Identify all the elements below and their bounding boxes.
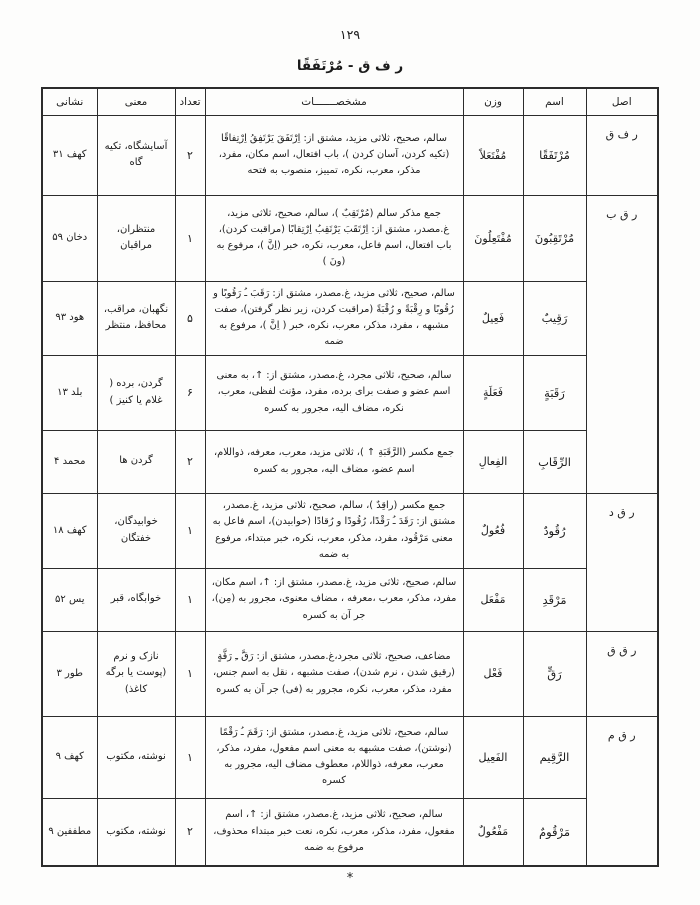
column-header-details: مشخصـــــــات xyxy=(205,88,463,115)
root-cell: ر ف ق xyxy=(586,115,658,195)
name-cell: رُقُودٌ xyxy=(523,493,586,568)
meaning-cell: منتظران، مراقبان xyxy=(97,195,175,281)
details-cell: جمع مکسر (راقِدٌ )، سالم، صحیح، ثلاثی مزید، غ.مصدر، مشتق از: رَقَدَ ـُ رَقْدًا، رُقُودًا و رُقادًا (خوابیدن)، اسم فاعل به معنی مَرْقُود، مفرد، مذکر، معرب، نکره، خبر مبتداء، مرفوع به ضمه xyxy=(205,493,463,568)
name-cell: مُرْتَفَقًا xyxy=(523,115,586,195)
name-cell: الرِّقَابِ xyxy=(523,430,586,493)
header-row xyxy=(42,88,658,115)
meaning-cell: خوابیدگان، خفتگان xyxy=(97,493,175,568)
page-number: ۱۲۹ xyxy=(339,27,361,42)
column-header-count: تعداد xyxy=(175,88,205,115)
details-cell: جمع مکسر (الرَّقَبَةِ ↑ )، ثلاثی مزید، معرب، معرفه، ذواللام، اسم عضو، مضاف الیه، مجرور به کسره xyxy=(205,430,463,493)
meaning-cell: آسایشگاه، تکیه گاه xyxy=(97,115,175,195)
meaning-cell: گردن، برده ( غلام یا کنیز ) xyxy=(97,355,175,430)
count-cell: ۱ xyxy=(175,716,205,798)
pattern-cell: مَفْعَل xyxy=(463,568,523,631)
table-row xyxy=(42,430,658,493)
meaning-cell: نوشته، مکتوب xyxy=(97,798,175,866)
details-cell: سالم، صحیح، ثلاثی مجرد، غ.مصدر، مشتق از: ↑، به معنی اسم عضو و صفت برای برده، مفرد، مؤنث لفظی، معرب، نکره، مضاف الیه، مجرور به کسره xyxy=(205,355,463,430)
reference-cell: مطففین ۹ xyxy=(42,798,97,866)
name-cell: رَقَبَةٍ xyxy=(523,355,586,430)
meaning-cell: نگهبان، مراقب، محافظ، منتظر xyxy=(97,281,175,355)
table-row xyxy=(42,798,658,866)
column-header-reference: نشانی xyxy=(42,88,97,115)
details-cell: سالم، صحیح، ثلاثی مزید، غ.مصدر، مشتق از: رَقَبَ ـُ رَقُوبًا و رُقُوبًا و رِقْبَةً و رُقْبَةً (مراقبت کردن، زیر نظر گرفتن)، صفت مشبهه ، مفرد، مذکر، معرب، نکره، خبر ( اِنَّ )، مرفوع به ضمه xyxy=(205,281,463,355)
table-row xyxy=(42,115,658,195)
count-cell: ۱ xyxy=(175,568,205,631)
table-row xyxy=(42,281,658,355)
count-cell: ۱ xyxy=(175,631,205,716)
reference-cell: کهف ۱۸ xyxy=(42,493,97,568)
meaning-cell: نوشته، مکتوب xyxy=(97,716,175,798)
column-header-name: اسم xyxy=(523,88,586,115)
name-cell: الرَّقِيم xyxy=(523,716,586,798)
count-cell: ۲ xyxy=(175,115,205,195)
root-cell: ر ق د xyxy=(586,493,658,631)
reference-cell: طور ۳ xyxy=(42,631,97,716)
pattern-cell: فَعَلَةٍ xyxy=(463,355,523,430)
pattern-cell: الفِعالِ xyxy=(463,430,523,493)
pattern-cell: مُفْتَعِلُونَ xyxy=(463,195,523,281)
details-cell: سالم، صحیح، ثلاثی مزید، غ.مصدر، مشتق از: ↑، اسم مفعول، مفرد، مذکر، معرب، نکره، نعت خبر مبتداء محذوف، مرفوع به ضمه xyxy=(205,798,463,866)
section-end-mark: * xyxy=(346,871,354,886)
name-cell: مَرْقُومٌ xyxy=(523,798,586,866)
column-header-meaning: معنی xyxy=(97,88,175,115)
root-cell: ر ق ب xyxy=(586,195,658,493)
count-cell: ۱ xyxy=(175,493,205,568)
details-cell: سالم، صحیح، ثلاثی مزید، غ.مصدر، مشتق از: ↑، اسم مکان، مفرد، مذکر، معرب ،معرفه ، مضاف معنوی، مجرور به (مِن)، جر آن به کسره xyxy=(205,568,463,631)
pattern-cell: الفَعِيل xyxy=(463,716,523,798)
count-cell: ۱ xyxy=(175,195,205,281)
details-cell: مضاعف، صحیح، ثلاثی مجرد،غ.مصدر، مشتق از: رَقَّ ـِ رَقَّةٍ (رقیق شدن ، نرم شدن)، صفت مشبهه ، نقل به اسم جنس، مفرد، مذکر، معرب، نکره، مجرور به (فی) جر آن به کسره xyxy=(205,631,463,716)
root-cell: ر ق م xyxy=(586,716,658,866)
name-cell: مَرْقَدِ xyxy=(523,568,586,631)
reference-cell: محمد ۴ xyxy=(42,430,97,493)
lexicon-table xyxy=(41,87,659,867)
details-cell: جمع مذکر سالم (مُرْتَقِبٌ )، سالم، صحیح، ثلاثی مزید، غ.مصدر، مشتق از: اِرْتَقَبَ يَرْتَقِبُ اِرْتِقابًا (مراقبت کردن)، باب افتعال، اسم فاعل، معرب، نکره، خبر (اِنَّ )، مرفوع به (ونَ ) xyxy=(205,195,463,281)
page-title: ر ف ق - مُرْتَفَقًا xyxy=(296,58,404,74)
reference-cell: کهف ۹ xyxy=(42,716,97,798)
pattern-cell: فَعْل xyxy=(463,631,523,716)
reference-cell: دخان ۵۹ xyxy=(42,195,97,281)
table-row xyxy=(42,493,658,568)
details-cell: سالم، صحیح، ثلاثی مزید، مشتق از: اِرْتَفَقَ يَرْتَفِقُ اِرْتِفاقًا (تکیه کردن، آسان کردن )، باب افتعال، اسم مکان، مفرد، مذکر، معرب، نکره، تمییز، منصوب به فتحه xyxy=(205,115,463,195)
reference-cell: یس ۵۲ xyxy=(42,568,97,631)
table-row xyxy=(42,716,658,798)
pattern-cell: فُعُولٌ xyxy=(463,493,523,568)
table-row xyxy=(42,355,658,430)
reference-cell: هود ۹۳ xyxy=(42,281,97,355)
root-cell: ر ق ق xyxy=(586,631,658,716)
pattern-cell: مُفْتَعَلاً xyxy=(463,115,523,195)
meaning-cell: نازک و نرم (پوست یا برگه کاغذ) xyxy=(97,631,175,716)
pattern-cell: مَفْعُولٌ xyxy=(463,798,523,866)
count-cell: ۵ xyxy=(175,281,205,355)
column-header-root: اصل xyxy=(586,88,658,115)
reference-cell: بلد ۱۳ xyxy=(42,355,97,430)
count-cell: ۲ xyxy=(175,430,205,493)
column-header-pattern: وزن xyxy=(463,88,523,115)
pattern-cell: فَعِيلٌ xyxy=(463,281,523,355)
table-row xyxy=(42,568,658,631)
reference-cell: کهف ۳۱ xyxy=(42,115,97,195)
name-cell: رَقِيبٌ xyxy=(523,281,586,355)
meaning-cell: گردن ها xyxy=(97,430,175,493)
count-cell: ۲ xyxy=(175,798,205,866)
count-cell: ۶ xyxy=(175,355,205,430)
table-row xyxy=(42,195,658,281)
meaning-cell: خوابگاه، قبر xyxy=(97,568,175,631)
name-cell: مُرْتَقِبُونَ xyxy=(523,195,586,281)
details-cell: سالم، صحیح، ثلاثی مزید، غ.مصدر، مشتق از: رَقَمَ ـُ رَقْمًا (نوشتن)، صفت مشبهه به معنی اسم مفعول، مفرد، مذکر، معرب، معرفه، ذواللام، معطوف مضاف الیه، مجرور به کسره xyxy=(205,716,463,798)
table-row xyxy=(42,631,658,716)
name-cell: رَقٍّ xyxy=(523,631,586,716)
